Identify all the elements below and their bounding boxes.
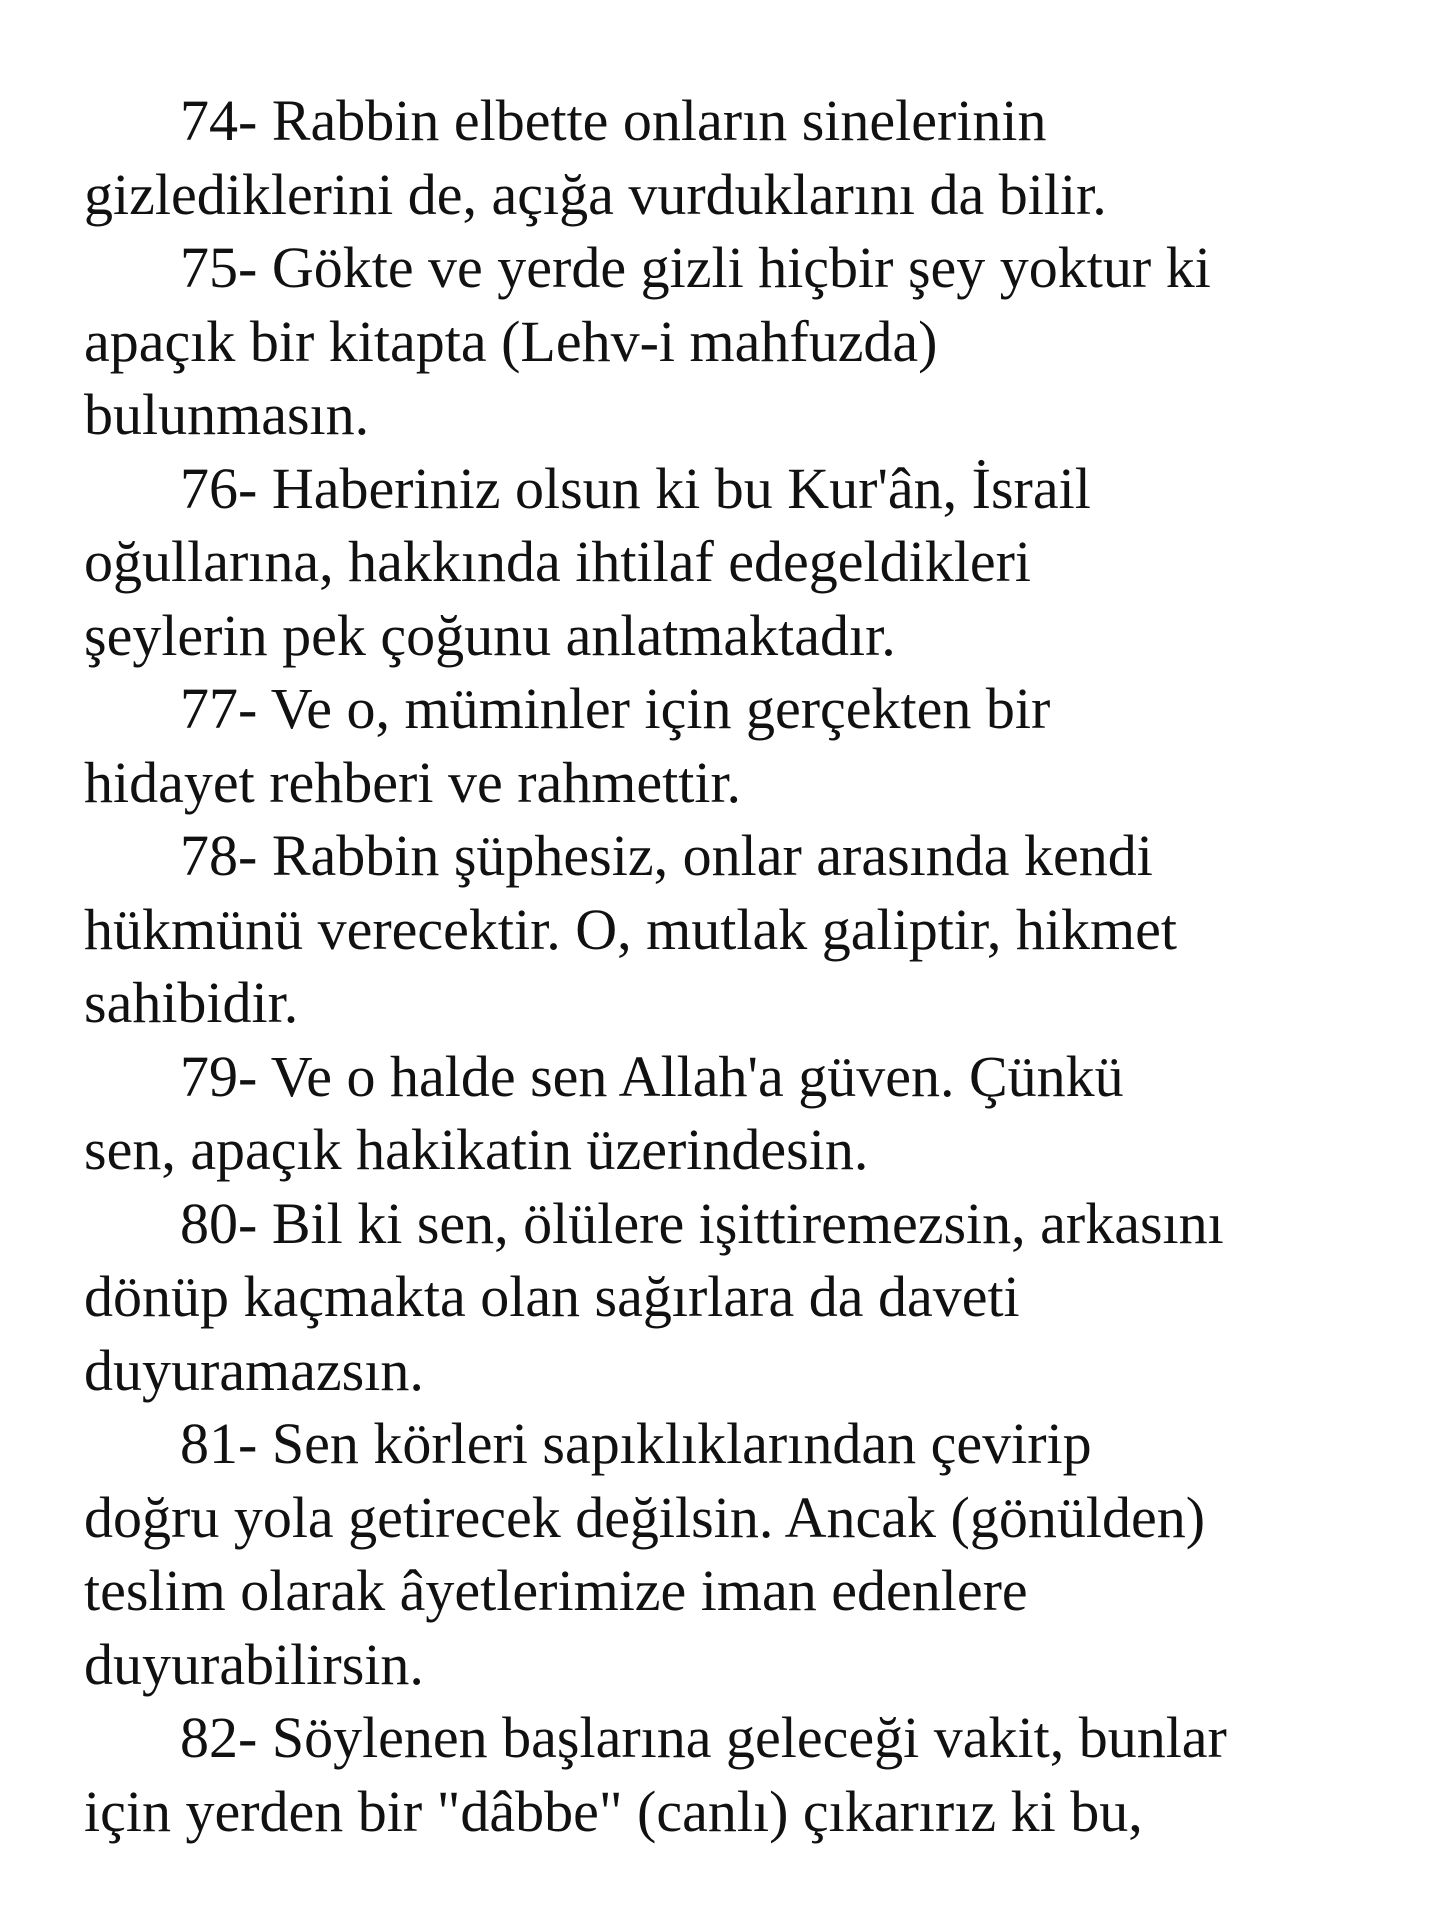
verse-line: 79- Ve o halde sen Allah'a güven. Çünkü xyxy=(180,1043,1124,1109)
verse-line: dönüp kaçmakta olan sağırlara da daveti xyxy=(84,1264,1020,1329)
verse-line: sen, apaçık hakikatin üzerindesin. xyxy=(84,1117,869,1182)
verse-line: 77- Ve o, müminler için gerçekten bir xyxy=(180,676,1051,741)
verse-81 xyxy=(84,1407,1384,1701)
verse-line: 74- Rabbin elbette onların sinelerinin xyxy=(180,88,1047,153)
verse-line: 81- Sen körleri sapıklıklarından çevirip xyxy=(180,1411,1092,1476)
verse-line: bulunmasın. xyxy=(84,382,370,447)
verse-79 xyxy=(84,1040,1384,1187)
verse-line: duyurabilirsin. xyxy=(84,1631,424,1697)
verse-line: gizlediklerini de, açığa vurduklarını da bilir. xyxy=(84,161,1107,227)
verse-80 xyxy=(84,1187,1384,1408)
verse-line: 80- Bil ki sen, ölülere işittiremezsin, arkasını xyxy=(180,1190,1224,1256)
verse-line: hükmünü verecektir. O, mutlak galiptir, hikmet xyxy=(84,896,1177,962)
verse-78 xyxy=(84,819,1384,1040)
verse-line: 82- Söylenen başlarına geleceği vakit, bunlar xyxy=(180,1705,1227,1770)
verse-76 xyxy=(84,452,1384,673)
verse-line: duyuramazsın. xyxy=(84,1337,424,1403)
verse-75 xyxy=(84,231,1384,452)
verse-82 xyxy=(84,1701,1384,1848)
verse-line: 78- Rabbin şüphesiz, onlar arasında kendi xyxy=(180,823,1153,888)
verse-line: için yerden bir "dâbbe" (canlı) çıkarırız ki bu, xyxy=(84,1778,1143,1844)
verse-line: şeylerin pek çoğunu anlatmaktadır. xyxy=(84,602,896,668)
document-page xyxy=(84,84,1384,1848)
verse-line: doğru yola getirecek değilsin. Ancak (gönülden) xyxy=(84,1484,1206,1550)
verse-line: sahibidir. xyxy=(84,970,299,1035)
verse-77 xyxy=(84,672,1384,819)
verse-line: 76- Haberiniz olsun ki bu Kur'ân, İsrail xyxy=(180,455,1091,521)
verse-line: hidayet rehberi ve rahmettir. xyxy=(84,749,742,815)
verse-line: apaçık bir kitapta (Lehv-i mahfuzda) xyxy=(84,308,938,374)
verse-line: 75- Gökte ve yerde gizli hiçbir şey yoktur ki xyxy=(180,235,1211,300)
verse-line: oğullarına, hakkında ihtilaf edegeldikleri xyxy=(84,529,1032,594)
verse-74 xyxy=(84,84,1384,231)
verse-line: teslim olarak âyetlerimize iman edenlere xyxy=(84,1558,1028,1623)
